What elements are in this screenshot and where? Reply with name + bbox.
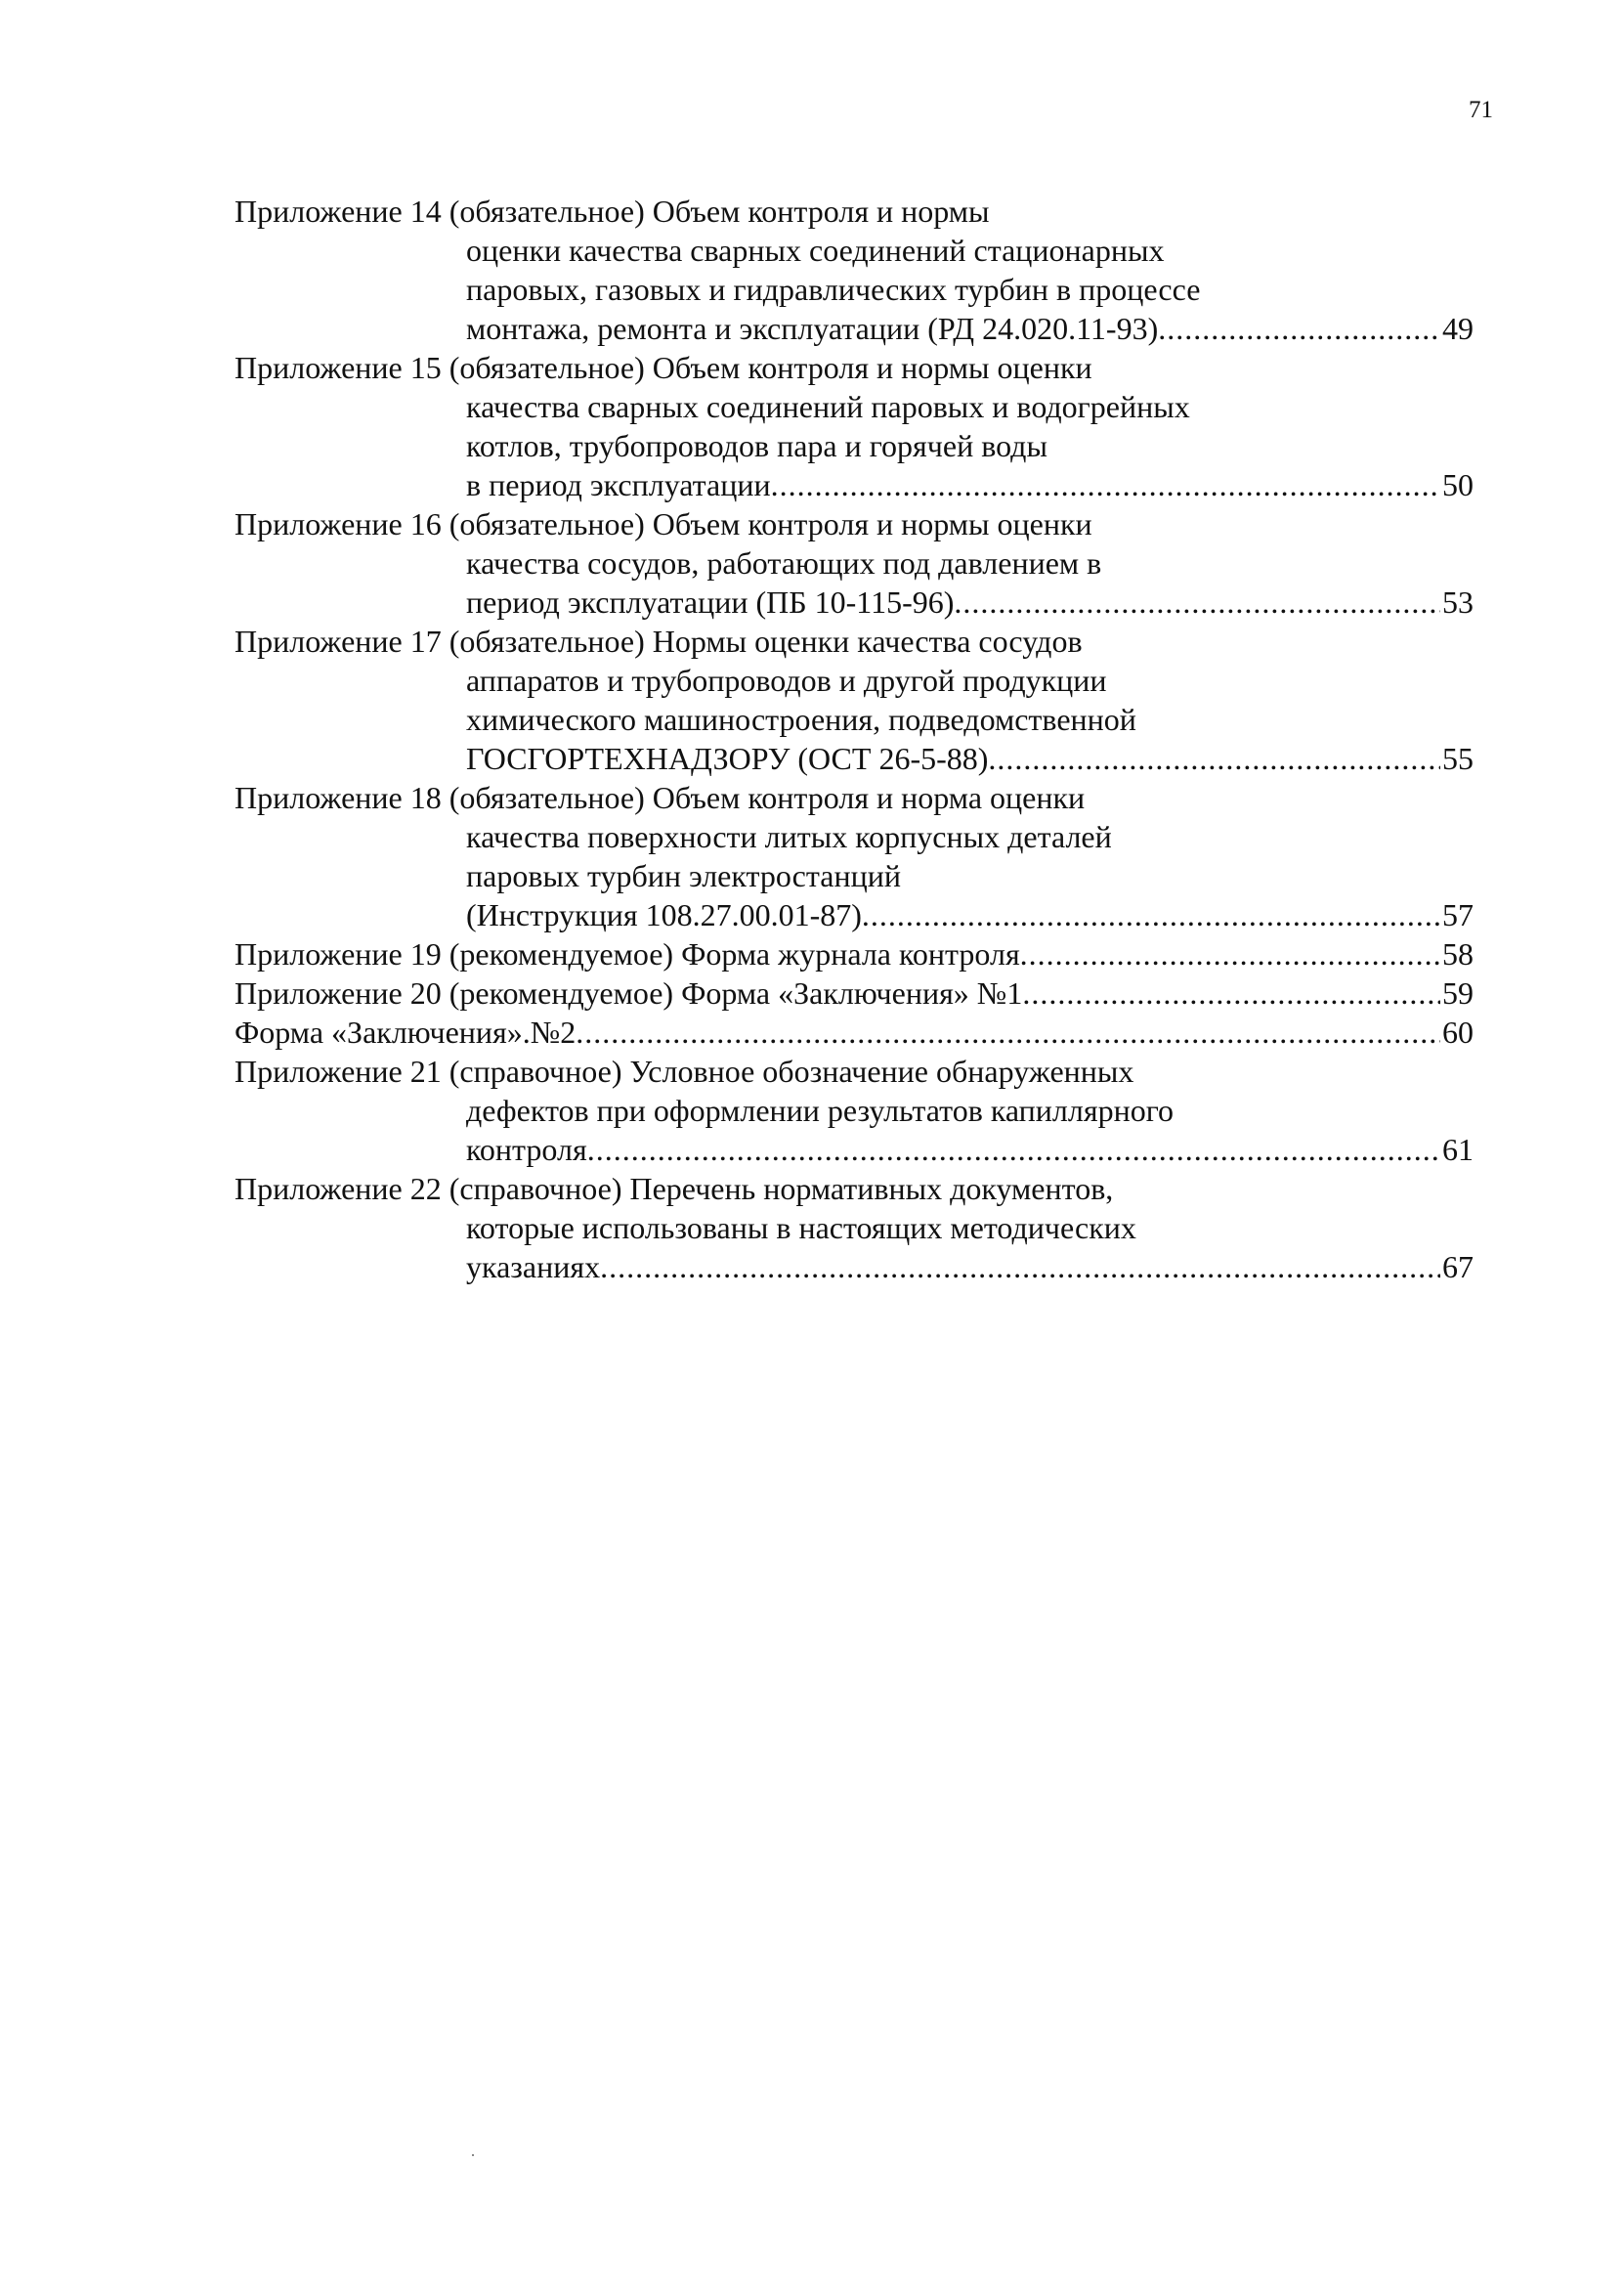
toc-entry-text: (Инструкция 108.27.00.01-87) <box>466 897 862 932</box>
dot-leader <box>988 739 1440 778</box>
toc-entry-text: качества поверхности литых корпусных деталей <box>466 819 1112 854</box>
toc-page-number: 50 <box>1442 467 1474 502</box>
toc-entry[interactable] <box>235 973 1474 1013</box>
toc-entry-text: Приложение 19 (рекомендуемое) Форма журнала контроля <box>235 936 1020 972</box>
dot-leader <box>954 583 1440 622</box>
toc-entry[interactable] <box>235 778 1474 934</box>
toc-entry[interactable] <box>235 1169 1474 1286</box>
toc-entry-text: Приложение 18 (обязательное) Объем контроля и норма оценки <box>235 780 1086 815</box>
toc-line <box>235 1130 1474 1169</box>
toc-entry[interactable] <box>235 1052 1474 1169</box>
toc-entry-text: аппаратов и трубопроводов и другой продукции <box>466 663 1107 698</box>
toc-entry-text: химического машиностроения, подведомственной <box>466 702 1136 737</box>
toc-entry-text: качества сосудов, работающих под давлением в <box>466 545 1102 581</box>
toc-page-number: 67 <box>1442 1249 1474 1284</box>
toc-line <box>235 856 1474 895</box>
toc-line <box>235 817 1474 856</box>
toc-line <box>235 622 1474 661</box>
dot-leader <box>576 1013 1440 1052</box>
toc-page-number: 49 <box>1442 311 1474 346</box>
toc-entry-text: Приложение 21 (справочное) Условное обозначение обнаруженных <box>235 1054 1134 1089</box>
toc-line <box>235 583 1474 622</box>
toc-line <box>235 1052 1474 1091</box>
toc-line <box>235 543 1474 583</box>
toc-entry-text: паровых турбин электростанций <box>466 858 901 893</box>
toc-line <box>235 426 1474 465</box>
toc-line <box>235 465 1474 504</box>
toc-entry-text: Приложение 22 (справочное) Перечень нормативных документов, <box>235 1171 1114 1206</box>
toc-line <box>235 231 1474 270</box>
toc-entry-text: в период эксплуатации <box>466 467 771 502</box>
dot-leader <box>600 1247 1440 1286</box>
toc-entry-text: Приложение 20 (рекомендуемое) Форма «Заключения» №1 <box>235 975 1023 1011</box>
toc-line <box>235 661 1474 700</box>
dot-leader <box>771 465 1440 504</box>
scan-speck <box>472 2154 474 2156</box>
toc-line <box>235 934 1474 973</box>
dot-leader <box>587 1130 1440 1169</box>
toc-entry-text: указаниях <box>466 1249 601 1284</box>
toc-entry-text: монтажа, ремонта и эксплуатации (РД 24.020.11-93) <box>466 311 1159 346</box>
dot-leader <box>1020 934 1440 973</box>
dot-leader <box>1158 309 1440 348</box>
toc-page-number: 59 <box>1442 975 1474 1011</box>
toc-line <box>235 1208 1474 1247</box>
toc-line <box>235 1091 1474 1130</box>
toc-entry[interactable] <box>235 1013 1474 1052</box>
toc-entry-text: Приложение 15 (обязательное) Объем контроля и нормы оценки <box>235 350 1092 385</box>
toc-line <box>235 1247 1474 1286</box>
toc-line <box>235 700 1474 739</box>
toc-entry-text: Форма «Заключения».№2 <box>235 1015 577 1050</box>
toc-page-number: 61 <box>1442 1132 1474 1167</box>
toc-entry-text: Приложение 14 (обязательное) Объем контроля и нормы <box>235 194 990 229</box>
toc-entry[interactable] <box>235 934 1474 973</box>
toc-entry[interactable] <box>235 192 1474 348</box>
toc-page-number: 53 <box>1442 584 1474 620</box>
toc-line <box>235 270 1474 309</box>
toc-entry[interactable] <box>235 504 1474 622</box>
table-of-contents <box>235 192 1474 1286</box>
toc-entry-text: котлов, трубопроводов пара и горячей воды <box>466 428 1047 463</box>
toc-line <box>235 348 1474 387</box>
toc-entry-text: качества сварных соединений паровых и водогрейных <box>466 389 1190 424</box>
toc-line <box>235 739 1474 778</box>
toc-line <box>235 1013 1474 1052</box>
toc-line <box>235 895 1474 934</box>
page-number: 71 <box>1469 97 1493 123</box>
toc-page-number: 57 <box>1442 897 1474 932</box>
dot-leader <box>1022 973 1440 1013</box>
toc-entry-text: Приложение 16 (обязательное) Объем контроля и нормы оценки <box>235 506 1092 541</box>
toc-entry-text: контроля <box>466 1132 587 1167</box>
toc-entry-text: паровых, газовых и гидравлических турбин в процессе <box>466 272 1201 307</box>
toc-line <box>235 778 1474 817</box>
toc-line <box>235 387 1474 426</box>
toc-entry-text: период эксплуатации (ПБ 10-115-96) <box>466 584 955 620</box>
toc-entry-text: которые использованы в настоящих методических <box>466 1210 1136 1245</box>
toc-entry-text: ГОСГОРТЕХНАДЗОРУ (ОСТ 26-5-88) <box>466 741 989 776</box>
toc-entry-text: дефектов при оформлении результатов капиллярного <box>466 1093 1175 1128</box>
toc-entry-text: оценки качества сварных соединений стационарных <box>466 233 1165 268</box>
toc-entry-text: Приложение 17 (обязательное) Нормы оценки качества сосудов <box>235 624 1083 659</box>
toc-entry[interactable] <box>235 622 1474 778</box>
toc-line <box>235 192 1474 231</box>
toc-line <box>235 973 1474 1013</box>
toc-page-number: 60 <box>1442 1015 1474 1050</box>
toc-line <box>235 309 1474 348</box>
toc-line <box>235 504 1474 543</box>
toc-page-number: 55 <box>1442 741 1474 776</box>
toc-line <box>235 1169 1474 1208</box>
toc-entry[interactable] <box>235 348 1474 504</box>
dot-leader <box>862 895 1440 934</box>
toc-page-number: 58 <box>1442 936 1474 972</box>
